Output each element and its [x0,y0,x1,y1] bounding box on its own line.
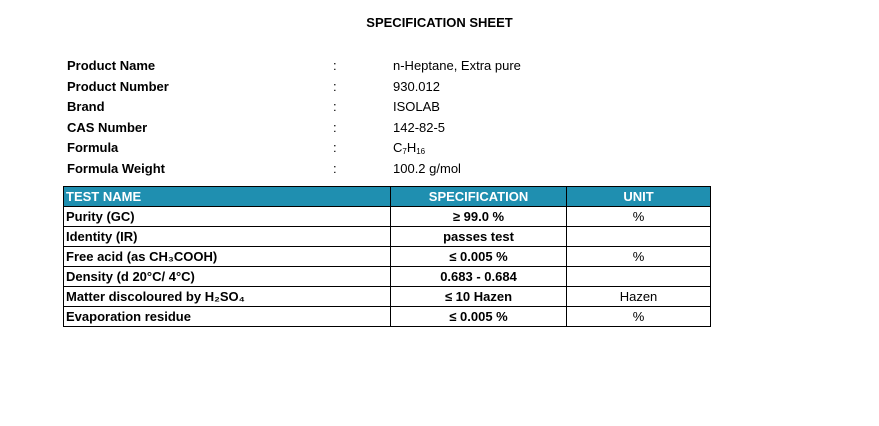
info-colon: : [333,119,337,135]
info-colon: : [333,140,337,156]
table-row [64,287,711,307]
info-colon: : [333,99,337,115]
specification-cell: ≤ 0.005 % [391,307,567,327]
unit-cell: % [567,247,711,267]
table-row [64,227,711,247]
table-row [64,247,711,267]
info-colon: : [333,58,337,73]
info-label: CAS Number [67,119,148,135]
test-name-cell: Evaporation residue [64,307,391,327]
table-row [64,307,711,327]
table-row [64,267,711,287]
unit-cell [567,227,711,247]
specification-cell: ≥ 99.0 % [391,207,567,227]
header-unit: UNIT [567,187,711,207]
info-value: 930.012 [393,78,440,94]
header-test-name: TEST NAME [64,187,391,207]
test-name-cell: Density (d 20°C/ 4°C) [64,267,391,287]
specification-cell: ≤ 0.005 % [391,247,567,267]
specification-cell: ≤ 10 Hazen [391,287,567,307]
unit-cell: % [567,207,711,227]
info-value: ISOLAB [393,99,440,115]
unit-cell: % [567,307,711,327]
info-value: 142-82-5 [393,119,446,135]
formula-value [393,138,425,159]
table-header-row [64,187,711,207]
specification-cell: 0.683 - 0.684 [391,267,567,287]
formula-subscript: 16 [416,147,426,157]
specification-cell: passes test [391,227,567,247]
header-specification: SPECIFICATION [391,187,567,207]
info-value: 100.2 g/mol [393,160,461,176]
unit-cell [567,267,711,287]
unit-cell: Hazen [567,287,711,307]
info-label: Product Name [67,58,156,73]
formula-element: H [406,140,417,156]
page-title: SPECIFICATION SHEET [366,15,513,30]
info-label: Product Number [67,78,169,94]
test-name-cell: Purity (GC) [64,207,391,227]
info-value: n-Heptane, Extra pure [393,58,521,73]
info-colon: : [333,78,337,94]
info-label: Brand [67,99,105,115]
test-name-cell: Identity (IR) [64,227,391,247]
test-name-cell: Free acid (as CH₃COOH) [64,247,391,267]
table-row [64,207,711,227]
formula-element: C [393,140,403,156]
specification-table [63,186,711,327]
test-name-cell: Matter discoloured by H₂SO₄ [64,287,391,307]
info-label: Formula Weight [67,160,165,176]
info-colon: : [333,160,337,176]
formula-subscript: 7 [402,147,407,157]
info-label: Formula [67,140,119,156]
